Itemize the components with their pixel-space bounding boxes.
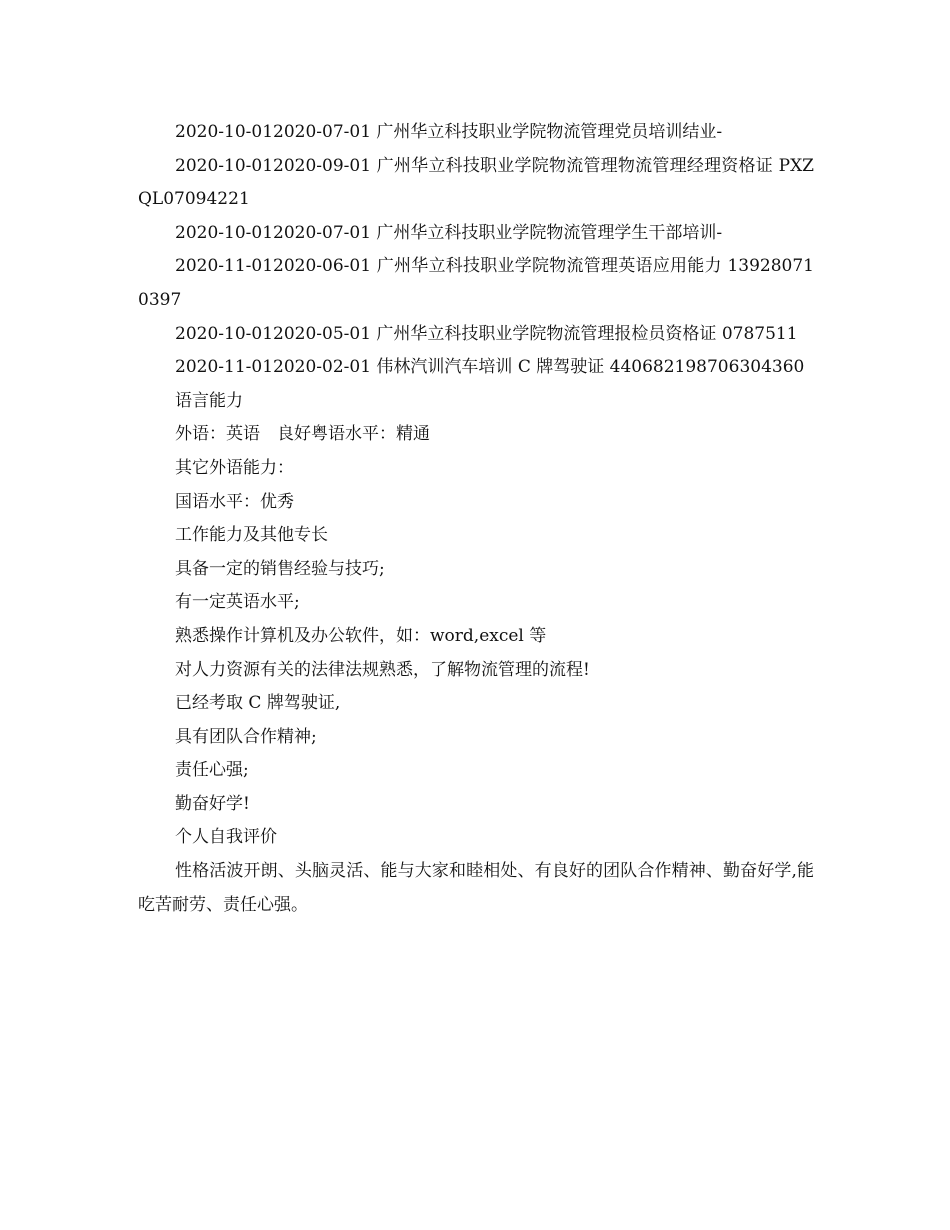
training-record-4: 2020-11-012020-06-01 广州华立科技职业学院物流管理英语应用能力 139280710397 (138, 256, 814, 310)
section-heading-self-evaluation: 个人自我评价 (175, 827, 277, 848)
skill-line-7: 责任心强; (175, 760, 249, 781)
foreign-language-line: 外语：英语 良好粤语水平：精通 (175, 424, 430, 445)
other-language-line: 其它外语能力： (175, 457, 294, 478)
self-evaluation-text: 性格活波开朗、头脑灵活、能与大家和睦相处、有良好的团队合作精神、勤奋好学,能吃苦耐劳、责任心强。 (138, 861, 814, 915)
skill-line-2: 有一定英语水平; (175, 592, 300, 613)
section-heading-language: 语言能力 (175, 390, 243, 411)
skill-line-1: 具备一定的销售经验与技巧; (175, 558, 385, 579)
section-heading-skills: 工作能力及其他专长 (175, 525, 328, 546)
training-record-2: 2020-10-012020-09-01 广州华立科技职业学院物流管理物流管理经理资格证 PXZQL07094221 (138, 155, 814, 210)
document-body (138, 116, 814, 922)
skill-line-6: 具有团队合作精神; (175, 726, 317, 747)
skill-line-3: 熟悉操作计算机及办公软件，如：word,excel 等 (175, 625, 547, 646)
skill-line-8: 勤奋好学! (175, 793, 250, 814)
skill-line-5: 已经考取 C 牌驾驶证, (175, 693, 341, 714)
training-record-5: 2020-10-012020-05-01 广州华立科技职业学院物流管理报检员资格证 0787511 (175, 323, 798, 344)
training-record-3: 2020-10-012020-07-01 广州华立科技职业学院物流管理学生干部培训- (175, 222, 723, 243)
training-record-6: 2020-11-012020-02-01 伟林汽训汽车培训 C 牌驾驶证 440682198706304360 (175, 357, 805, 378)
skill-line-4: 对人力资源有关的法律法规熟悉，了解物流管理的流程! (175, 659, 590, 680)
mandarin-level-line: 国语水平：优秀 (175, 491, 294, 512)
training-record-1: 2020-10-012020-07-01 广州华立科技职业学院物流管理党员培训结业- (175, 122, 723, 142)
